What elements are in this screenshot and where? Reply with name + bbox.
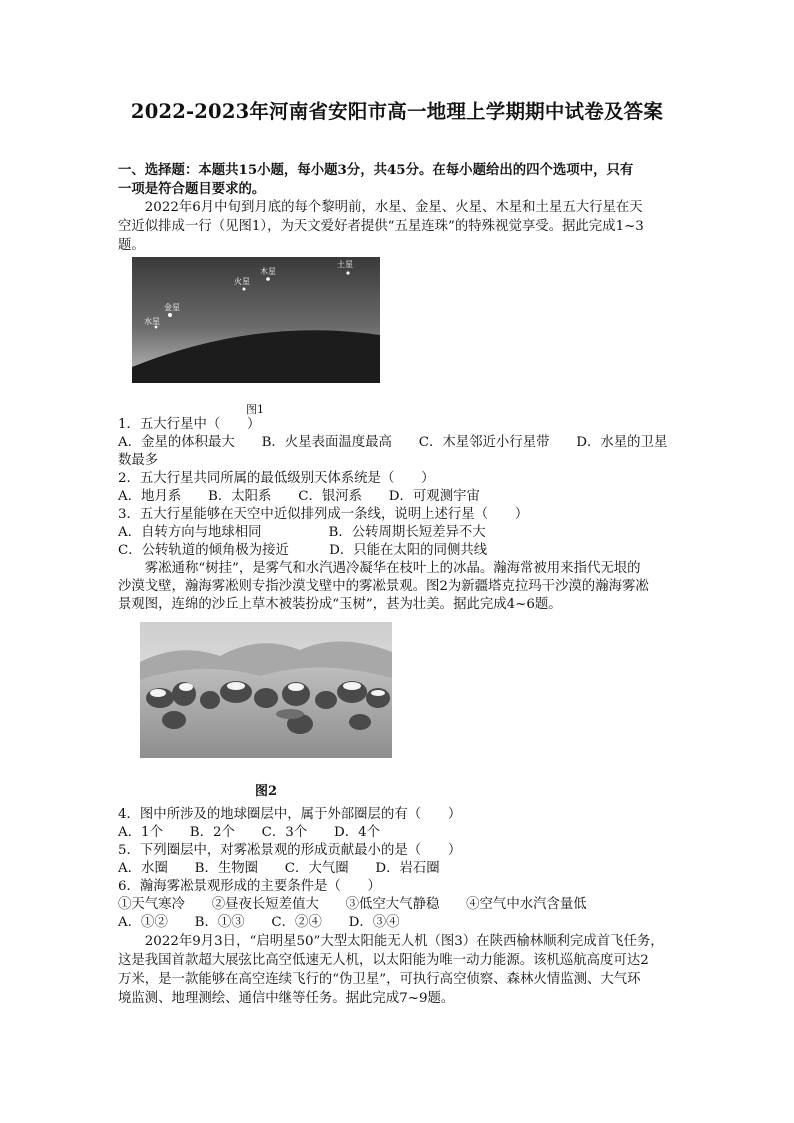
figure1-planets-photo <box>132 257 380 383</box>
passage1-line1: 2022年6月中旬到月底的每个黎明前，水星、金星、火星、木星和土星五大行星在天 <box>118 200 643 215</box>
passage3-line4: 境监测、地理测绘、通信中继等任务。据此完成7~9题。 <box>118 991 455 1006</box>
pond <box>276 709 304 719</box>
figure1-caption: 图1 <box>246 403 264 416</box>
passage2-line1: 雾凇通称“树挂”，是雾气和水汽遇冷凝华在枝叶上的冰晶。瀚海常被用来指代无垠的 <box>118 561 641 576</box>
planet-label-saturn: 土星 <box>337 260 353 269</box>
passage3-line3: 万米，是一款能够在高空连续飞行的“伪卫星”，可执行高空侦察、森林火情监测、大气环 <box>118 972 641 987</box>
planet-label-venus: 金星 <box>164 303 180 312</box>
q3-options-cd: C．公转轨道的倾角极为接近 D．只能在太阳的同侧共线 <box>118 543 488 558</box>
q6-options: A．①② B．①③ C．②④ D．③④ <box>118 915 400 930</box>
q5-stem: 5．下列圈层中，对雾凇景观的形成贡献最小的是（ ） <box>118 843 462 858</box>
q6-stem: 6．瀚海雾凇景观形成的主要条件是（ ） <box>118 879 381 894</box>
planet-label-mercury: 水星 <box>144 317 160 326</box>
planet-venus-dot <box>168 313 172 317</box>
q6-conditions: ①天气寒冷 ②昼夜长短差值大 ③低空大气静稳 ④空气中水汽含量低 <box>118 897 587 912</box>
passage1-line3: 题。 <box>118 238 145 253</box>
q4-options: A．1个 B．2个 C．3个 D．4个 <box>118 825 381 840</box>
planet-label-mars: 火星 <box>234 277 250 286</box>
q1-options: A．金星的体积最大 B．火星表面温度最高 C．木星邻近小行星带 D．水星的卫星 <box>118 435 668 450</box>
page-title: 2022-2023年河南省安阳市高一地理上学期期中试卷及答案 <box>130 100 664 123</box>
passage2-line3: 景观图，连绵的沙丘上草木被装扮成“玉树”，甚为壮美。据此完成4~6题。 <box>118 597 562 612</box>
q3-options-ab: A．自转方向与地球相同 B．公转周期长短差异不大 <box>118 525 486 540</box>
planet-saturn-dot <box>346 271 349 274</box>
passage2-line2: 沙漠戈壁，瀚海雾凇则专指沙漠戈壁中的雾凇景观。图2为新疆塔克拉玛干沙漠的瀚海雾凇 <box>118 579 649 594</box>
figure1-svg <box>132 257 380 383</box>
planet-mars-dot <box>243 288 246 291</box>
figure2-desert-rime-photo <box>140 622 392 758</box>
q5-options: A．水圈 B．生物圈 C．大气圈 D．岩石圈 <box>118 861 440 876</box>
q4-stem: 4．图中所涉及的地球圈层中，属于外部圈层的有（ ） <box>118 807 462 822</box>
passage3-line1: 2022年9月3日，“启明星50”大型太阳能无人机（图3）在陕西榆林顺利完成首飞任务， <box>118 934 664 949</box>
section-heading: 一、选择题：本题共15小题，每小题3分，共45分。在每小题给出的四个选项中，只有 <box>118 162 634 178</box>
q2-options: A．地月系 B．太阳系 C．银河系 D．可观测宇宙 <box>118 489 480 504</box>
section-heading-cont: 一项是符合题目要求的。 <box>118 181 266 197</box>
planet-jupiter-dot <box>266 277 270 281</box>
planet-mercury-dot <box>155 326 158 329</box>
passage1-line2: 空近似排成一行（见图1），为天文爱好者提供“五星连珠”的特殊视觉享受。据此完成1~3 <box>118 219 644 234</box>
q1-options-cont: 数最多 <box>118 453 159 468</box>
planet-label-jupiter: 木星 <box>260 267 276 276</box>
q1-stem: 1．五大行星中（ ） <box>118 417 261 432</box>
figure2-caption: 图2 <box>255 784 278 799</box>
passage3-line2: 这是我国首款超大展弦比高空低速无人机，以太阳能为唯一动力能源。该机巡航高度可达2 <box>118 953 649 968</box>
q3-stem: 3．五大行星能够在天空中近似排列成一条线，说明上述行星（ ） <box>118 507 529 522</box>
figure2-svg <box>140 622 392 758</box>
q2-stem: 2．五大行星共同所属的最低级别天体系统是（ ） <box>118 471 435 486</box>
